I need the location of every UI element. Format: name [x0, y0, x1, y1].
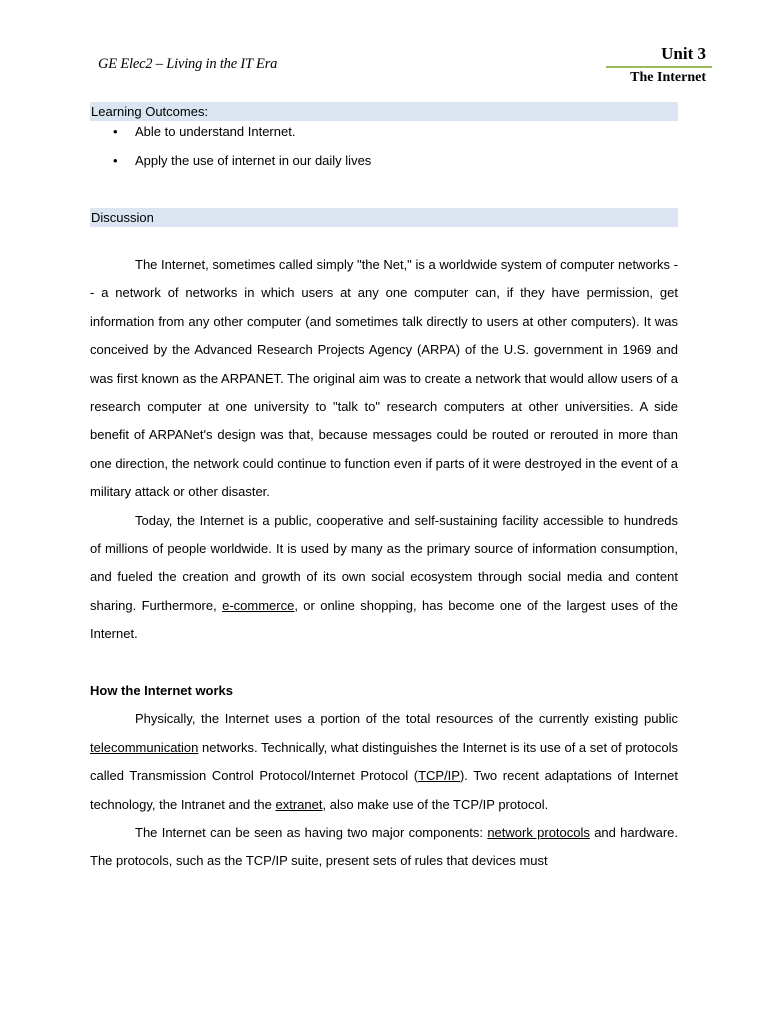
paragraph-text: Physically, the Internet uses a portion of the total resources of the currently existing public	[135, 711, 678, 727]
paragraph-text: The Internet can be seen as having two major components:	[135, 825, 488, 841]
discussion-body	[90, 251, 678, 649]
discussion-paragraph-2	[90, 507, 678, 649]
e-commerce-link[interactable]: e-commerce	[222, 597, 295, 613]
header-rule	[606, 66, 712, 68]
learning-outcomes-heading: Learning Outcomes:	[90, 102, 678, 121]
paragraph-text: , also make use of the TCP/IP protocol.	[322, 796, 549, 812]
bullet-icon: •	[113, 153, 118, 168]
paragraph-text: networks. Technically, what distinguishes the Internet is its use of a set of protocols called Transmission Control Protocol/Internet Protocol (	[90, 739, 678, 784]
how-it-works-section	[90, 677, 678, 876]
list-item	[90, 151, 371, 180]
course-title: GE Elec2 – Living in the IT Era	[98, 56, 278, 72]
unit-block	[606, 44, 712, 87]
bullet-icon: •	[113, 124, 118, 139]
unit-number: Unit 3	[661, 44, 706, 63]
how-it-works-paragraph-1	[90, 705, 678, 819]
how-it-works-paragraph-2	[90, 819, 678, 876]
network-protocols-link[interactable]: network protocols	[487, 825, 590, 841]
learning-outcomes-list	[90, 122, 371, 180]
extranet-link[interactable]: extranet	[275, 796, 323, 812]
discussion-heading: Discussion	[90, 208, 678, 227]
telecommunication-link[interactable]: telecommunication	[90, 739, 199, 755]
outcome-text: Able to understand Internet.	[135, 124, 296, 139]
paragraph-text: Today, the Internet is a public, cooperative and self-sustaining facility accessible to hundreds of millions of people worldwide. It is used by many as the primary source of information consumption, and fueled the creation and growth of its own social ecosystem through social media and content sharing. Furthermore,	[90, 512, 678, 613]
outcome-text: Apply the use of internet in our daily lives	[135, 153, 372, 168]
how-it-works-heading: How the Internet works	[90, 683, 234, 698]
paragraph-text: and hardware. The protocols, such as the TCP/IP suite, present sets of rules that devices must	[90, 825, 678, 869]
paragraph-text: ). Two recent adaptations of Internet technology, the Intranet and the	[90, 768, 678, 812]
list-item	[90, 122, 371, 151]
discussion-paragraph-1: The Internet, sometimes called simply "the Net," is a worldwide system of computer networks -- a network of networks in which users at any one computer can, if they have permission, get information from any other computer (and sometimes talk directly to users at other computers). It was conceived by the Advanced Research Projects Agency (ARPA) of the U.S. government in 1969 and was first known as the ARPANET. The original aim was to create a network that would allow users of a research computer at one university to "talk to" research computers at other universities. A side benefit of ARPANet's design was that, because messages could be routed or rerouted in more than one direction, the network could continue to function even if parts of it were destroyed in the event of a military attack or other disaster.	[90, 257, 678, 500]
paragraph-text: , or online shopping, has become one of the largest uses of the Internet.	[90, 597, 679, 642]
unit-topic: The Internet	[630, 70, 706, 85]
tcp-ip-link[interactable]: TCP/IP	[418, 768, 460, 784]
